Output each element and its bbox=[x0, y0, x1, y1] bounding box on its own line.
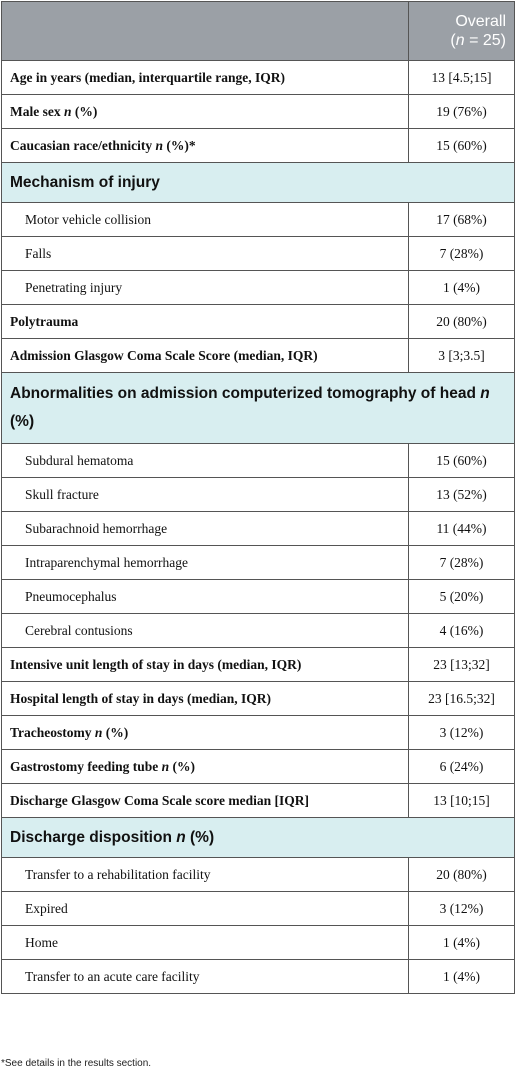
table-row bbox=[2, 614, 515, 648]
row-label: Age in years (median, interquartile range, IQR) bbox=[2, 61, 409, 95]
footnote: *See details in the results section. bbox=[1, 1058, 152, 1069]
table-row bbox=[2, 478, 515, 512]
table-row bbox=[2, 648, 515, 682]
row-value: 17 (68%) bbox=[409, 203, 515, 237]
table-row bbox=[2, 129, 515, 163]
row-value: 3 (12%) bbox=[409, 716, 515, 750]
table-row bbox=[2, 546, 515, 580]
section-title: Discharge disposition n (%) bbox=[2, 818, 515, 858]
row-value: 3 (12%) bbox=[409, 892, 515, 926]
row-value: 3 [3;3.5] bbox=[409, 339, 515, 373]
row-value: 13 [10;15] bbox=[409, 784, 515, 818]
row-label: Home bbox=[2, 926, 409, 960]
table-row bbox=[2, 858, 515, 892]
table-row bbox=[2, 682, 515, 716]
section-title: Abnormalities on admission computerized tomography of head n (%) bbox=[2, 373, 515, 444]
row-label: Admission Glasgow Coma Scale Score (median, IQR) bbox=[2, 339, 409, 373]
row-value: 15 (60%) bbox=[409, 129, 515, 163]
row-value: 7 (28%) bbox=[409, 237, 515, 271]
row-label: Gastrostomy feeding tube n (%) bbox=[2, 750, 409, 784]
row-label: Transfer to an acute care facility bbox=[2, 960, 409, 994]
table-row bbox=[2, 203, 515, 237]
row-value: 20 (80%) bbox=[409, 858, 515, 892]
row-value: 13 (52%) bbox=[409, 478, 515, 512]
table-row bbox=[2, 512, 515, 546]
row-value: 6 (24%) bbox=[409, 750, 515, 784]
table-row bbox=[2, 580, 515, 614]
table-row bbox=[2, 960, 515, 994]
row-value: 19 (76%) bbox=[409, 95, 515, 129]
row-label: Hospital length of stay in days (median, IQR) bbox=[2, 682, 409, 716]
header-blank-cell bbox=[2, 2, 409, 61]
row-value: 11 (44%) bbox=[409, 512, 515, 546]
table-row bbox=[2, 339, 515, 373]
row-label: Pneumocephalus bbox=[2, 580, 409, 614]
row-label: Subarachnoid hemorrhage bbox=[2, 512, 409, 546]
table-header-row bbox=[2, 2, 515, 61]
table-row bbox=[2, 444, 515, 478]
section-header-row bbox=[2, 373, 515, 444]
header-overall-line1: Overall bbox=[455, 13, 506, 30]
row-label: Falls bbox=[2, 237, 409, 271]
row-label: Subdural hematoma bbox=[2, 444, 409, 478]
row-label: Transfer to a rehabilitation facility bbox=[2, 858, 409, 892]
row-label: Tracheostomy n (%) bbox=[2, 716, 409, 750]
demographics-table bbox=[1, 1, 515, 994]
row-value: 4 (16%) bbox=[409, 614, 515, 648]
row-label: Discharge Glasgow Coma Scale score median [IQR] bbox=[2, 784, 409, 818]
header-overall bbox=[409, 2, 515, 61]
row-label: Caucasian race/ethnicity n (%)* bbox=[2, 129, 409, 163]
section-header-row bbox=[2, 818, 515, 858]
row-label: Expired bbox=[2, 892, 409, 926]
row-value: 1 (4%) bbox=[409, 271, 515, 305]
row-label: Skull fracture bbox=[2, 478, 409, 512]
row-label: Intensive unit length of stay in days (median, IQR) bbox=[2, 648, 409, 682]
row-value: 13 [4.5;15] bbox=[409, 61, 515, 95]
row-value: 5 (20%) bbox=[409, 580, 515, 614]
row-label: Polytrauma bbox=[2, 305, 409, 339]
row-value: 20 (80%) bbox=[409, 305, 515, 339]
row-value: 7 (28%) bbox=[409, 546, 515, 580]
section-header-row bbox=[2, 163, 515, 203]
row-label: Motor vehicle collision bbox=[2, 203, 409, 237]
row-value: 1 (4%) bbox=[409, 926, 515, 960]
row-value: 23 [16.5;32] bbox=[409, 682, 515, 716]
row-label: Male sex n (%) bbox=[2, 95, 409, 129]
header-overall-line2: (n = 25) bbox=[450, 32, 506, 49]
row-value: 23 [13;32] bbox=[409, 648, 515, 682]
table-row bbox=[2, 61, 515, 95]
table-row bbox=[2, 784, 515, 818]
section-title: Mechanism of injury bbox=[2, 163, 515, 203]
table-row bbox=[2, 305, 515, 339]
table-row bbox=[2, 237, 515, 271]
row-label: Cerebral contusions bbox=[2, 614, 409, 648]
row-label: Intraparenchymal hemorrhage bbox=[2, 546, 409, 580]
row-value: 15 (60%) bbox=[409, 444, 515, 478]
table-body bbox=[2, 61, 515, 994]
table-row bbox=[2, 271, 515, 305]
table-row bbox=[2, 926, 515, 960]
table-row bbox=[2, 716, 515, 750]
row-value: 1 (4%) bbox=[409, 960, 515, 994]
table-row bbox=[2, 95, 515, 129]
table-row bbox=[2, 750, 515, 784]
row-label: Penetrating injury bbox=[2, 271, 409, 305]
table-row bbox=[2, 892, 515, 926]
